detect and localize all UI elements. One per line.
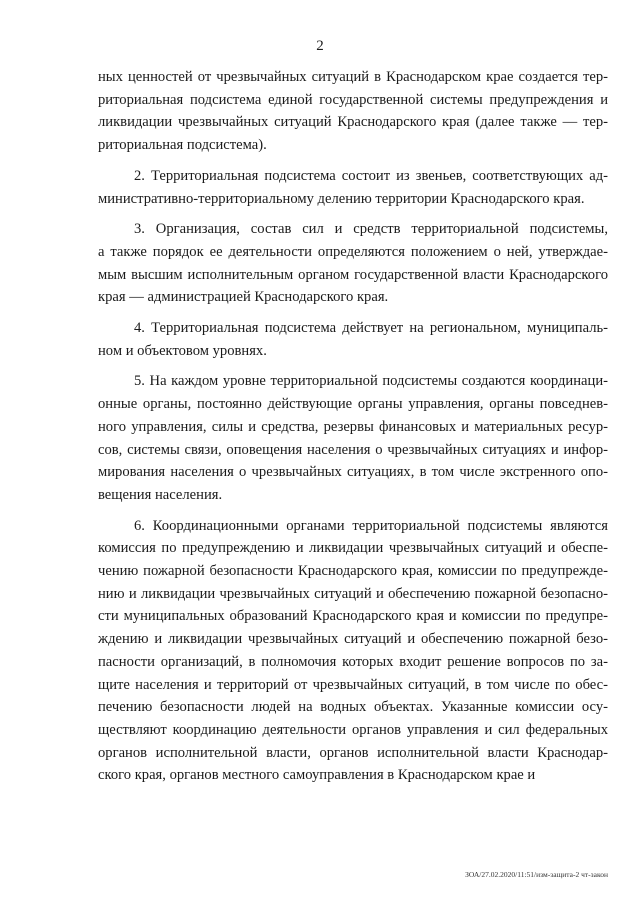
text-line: ществляют координацию деятельности органов управления и сил федеральных xyxy=(98,721,608,738)
text-line: мым высшим исполнительным органом государственной власти Краснодарского xyxy=(98,266,608,283)
paragraph xyxy=(98,317,608,362)
text-line: ликвидации чрезвычайных ситуаций Краснодарского края (далее также — тер- xyxy=(98,114,608,131)
document-body xyxy=(98,66,608,795)
text-line: пасности организаций, в полномочия которых входит решение вопросов по за- xyxy=(98,653,608,670)
text-line: онные органы, постоянно действующие органы управления, органы повседнев- xyxy=(98,396,608,413)
text-line: 4. Территориальная подсистема действует на региональном, муниципаль- xyxy=(134,320,608,337)
text-line: комиссия по предупреждению и ликвидации чрезвычайных ситуаций и обеспе- xyxy=(98,540,608,557)
text-line: 6. Координационными органами территориальной подсистемы являются xyxy=(134,517,608,534)
text-line: ного управления, силы и средства, резервы финансовых и материальных ресур- xyxy=(98,418,608,435)
text-line: края — администрацией Краснодарского края. xyxy=(98,289,389,306)
text-line: мирования населения о чрезвычайных ситуациях, в том числе экстренного опо- xyxy=(98,464,608,481)
text-line: а также порядок ее деятельности определяются положением о ней, утверждае- xyxy=(98,243,608,260)
text-line: чению пожарной безопасности Краснодарского края, комиссии по предупрежде- xyxy=(98,563,608,580)
text-line: 5. На каждом уровне территориальной подсистемы создаются координаци- xyxy=(134,373,608,390)
paragraph xyxy=(98,66,608,157)
text-line: нию и ликвидации чрезвычайных ситуаций и обеспечению пожарной безопасно- xyxy=(98,585,608,602)
text-line: 2. Территориальная подсистема состоит из звеньев, соответствующих ад- xyxy=(134,167,608,184)
text-line: 3. Организация, состав сил и средств территориальной подсистемы, xyxy=(134,221,608,238)
document-footer-code: ЗОА/27.02.2020/11:51/изм-защита-2 чт-закон xyxy=(465,870,608,879)
text-line: ных ценностей от чрезвычайных ситуаций в Краснодарском крае создается тер- xyxy=(98,69,608,85)
paragraph xyxy=(98,218,608,309)
text-line: печению безопасности людей на водных объектах. Указанные комиссии осу- xyxy=(98,699,608,716)
text-line: ном и объектовом уровнях. xyxy=(98,342,267,359)
text-line: риториальная подсистема). xyxy=(98,137,267,154)
text-line: щите населения и территорий от чрезвычайных ситуаций, в том числе по обес- xyxy=(98,676,608,693)
paragraph xyxy=(98,165,608,210)
text-line: сов, системы связи, оповещения населения о чрезвычайных ситуациях и инфор- xyxy=(98,441,608,458)
page-number: 2 xyxy=(316,38,324,54)
text-line: вещения населения. xyxy=(98,486,223,503)
text-line: органов исполнительной власти, органов исполнительной власти Краснодар- xyxy=(98,744,608,761)
paragraph xyxy=(98,515,608,787)
text-line: министративно-территориальному делению территории Краснодарского края. xyxy=(98,190,585,207)
text-line: сти муниципальных образований Краснодарского края и комиссии по предупре- xyxy=(98,608,608,625)
text-line: риториальная подсистема единой государственной системы предупреждения и xyxy=(98,91,608,108)
paragraph xyxy=(98,370,608,506)
text-line: ского края, органов местного самоуправления в Краснодарском крае и xyxy=(98,767,536,784)
text-line: ждению и ликвидации чрезвычайных ситуаций и обеспечению пожарной безо- xyxy=(98,631,608,648)
